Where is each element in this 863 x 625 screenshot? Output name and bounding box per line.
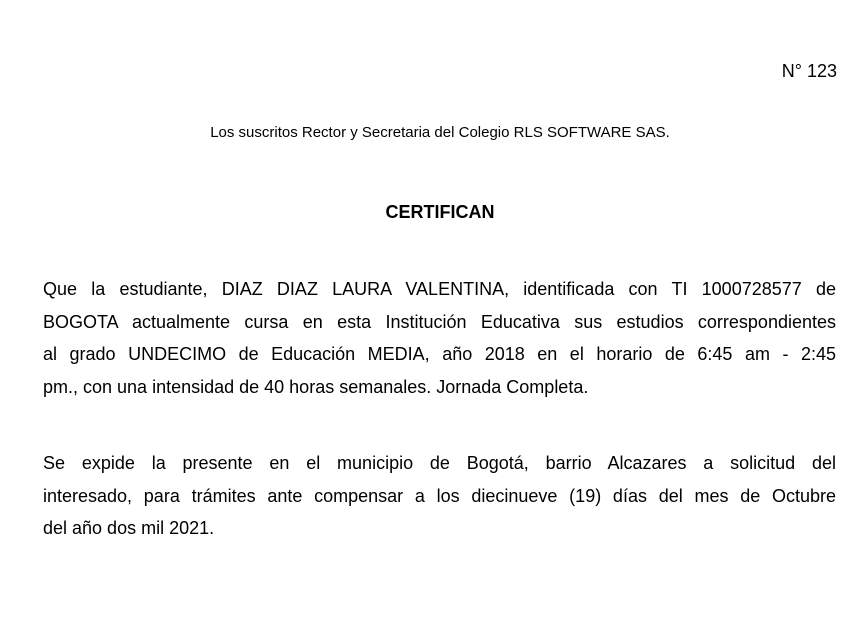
certificate-heading: CERTIFICAN: [385, 202, 495, 222]
certificate-number: N° 123: [781, 61, 837, 81]
paragraph-line: al grado UNDECIMO de Educación MEDIA, año 2018 en el horario de 6:45 am - 2:45: [43, 344, 836, 365]
issuance-paragraph: [43, 447, 836, 545]
intro-statement: Los suscritos Rector y Secretaria del Colegio RLS SOFTWARE SAS.: [210, 124, 670, 141]
paragraph-line: Se expide la presente en el municipio de Bogotá, barrio Alcazares a solicitud del: [43, 453, 836, 473]
paragraph-line: interesado, para trámites ante compensar a los diecinueve (19) días del mes de Octubre: [43, 485, 836, 506]
paragraph-line: BOGOTA actualmente cursa en esta Institución Educativa sus estudios correspondientes: [43, 311, 836, 332]
paragraph-line: del año dos mil 2021.: [43, 518, 215, 539]
paragraph-line: Que la estudiante, DIAZ DIAZ LAURA VALENTINA, identificada con TI 1000728577 de: [43, 279, 836, 299]
enrollment-paragraph: [43, 273, 836, 403]
paragraph-line: pm., con una intensidad de 40 horas semanales. Jornada Completa.: [43, 376, 589, 397]
